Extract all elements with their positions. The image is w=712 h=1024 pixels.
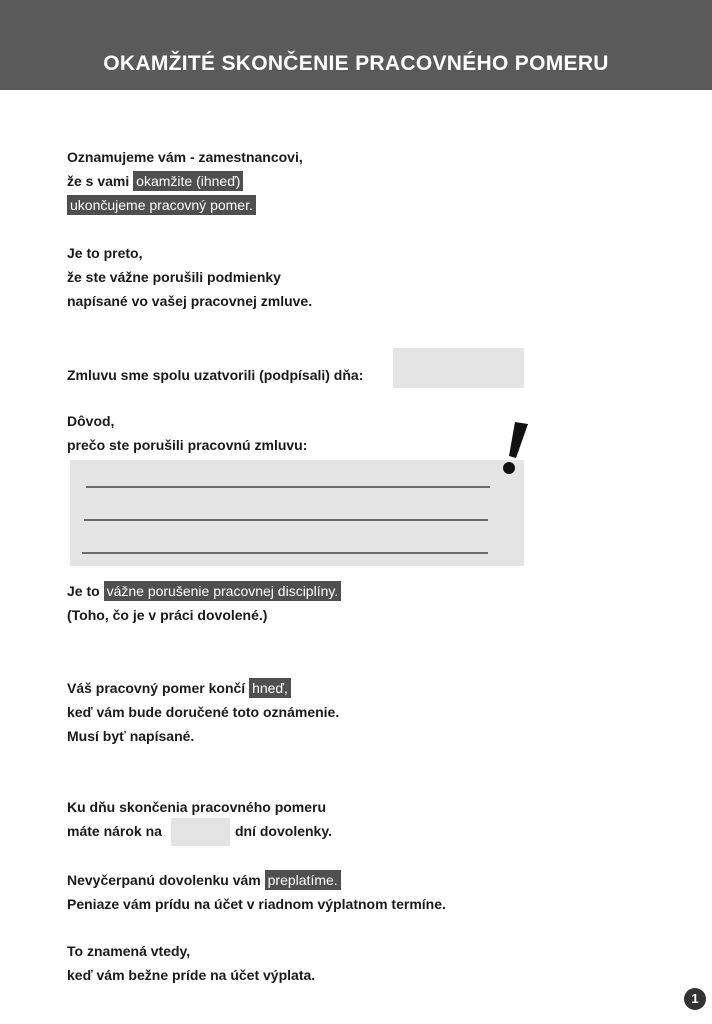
cause-line-1: Dôvod,: [67, 413, 115, 429]
end-line-3: Musí byť napísané.: [67, 728, 195, 744]
highlight-payout: preplatíme.: [265, 870, 341, 890]
discipline-line-1-text: Je to: [67, 583, 100, 599]
payout-line-1: [67, 871, 341, 889]
vacation-days-field[interactable]: [171, 818, 230, 846]
contract-date-field[interactable]: [393, 348, 524, 388]
highlight-discipline: vážne porušenie pracovnej disciplíny.: [104, 581, 342, 601]
page-header: [0, 0, 712, 90]
writing-line: [84, 519, 488, 521]
intro-line-2: [67, 172, 243, 190]
vacation-line-1: Ku dňu skončenia pracovného pomeru: [67, 799, 327, 815]
cause-text-field[interactable]: [70, 460, 524, 566]
payout-line-1-text: Nevyčerpanú dovolenku vám: [67, 872, 261, 888]
page-title: OKAMŽITÉ SKONČENIE PRACOVNÉHO POMERU: [103, 52, 609, 75]
reason-line-2: že ste vážne porušili podmienky: [67, 269, 281, 285]
writing-line: [86, 486, 490, 488]
writing-line: [82, 552, 488, 554]
meaning-line-2: keď vám bežne príde na účet výplata.: [67, 967, 316, 983]
payout-line-2: Peniaze vám prídu na účet v riadnom výplatnom termíne.: [67, 896, 446, 912]
vacation-line-2a: máte nárok na: [67, 823, 162, 839]
discipline-line-1: [67, 582, 341, 600]
exclamation-icon: [500, 418, 534, 478]
reason-line-1: Je to preto,: [67, 245, 143, 261]
cause-line-2: prečo ste porušili pracovnú zmluvu:: [67, 437, 308, 453]
contract-date-label: Zmluvu sme spolu uzatvorili (podpísali) dňa:: [67, 367, 364, 383]
page-number: 1: [684, 988, 706, 1010]
intro-line-3: [67, 196, 256, 214]
highlight-immediately: okamžite (ihneď): [133, 171, 243, 191]
intro-line-1: Oznamujeme vám - zamestnancovi,: [67, 149, 303, 165]
highlight-terminate: ukončujeme pracovný pomer.: [67, 195, 256, 215]
meaning-line-1: To znamená vtedy,: [67, 943, 191, 959]
reason-line-3: napísané vo vašej pracovnej zmluve.: [67, 293, 313, 309]
discipline-line-2: (Toho, čo je v práci dovolené.): [67, 607, 268, 623]
end-line-2: keď vám bude doručené toto oznámenie.: [67, 704, 340, 720]
highlight-now: hneď,: [249, 678, 291, 698]
vacation-line-2b: dní dovolenky.: [235, 823, 332, 839]
intro-line-2-text: že s vami: [67, 173, 130, 189]
end-line-1-text: Váš pracovný pomer končí: [67, 680, 246, 696]
end-line-1: [67, 679, 291, 697]
